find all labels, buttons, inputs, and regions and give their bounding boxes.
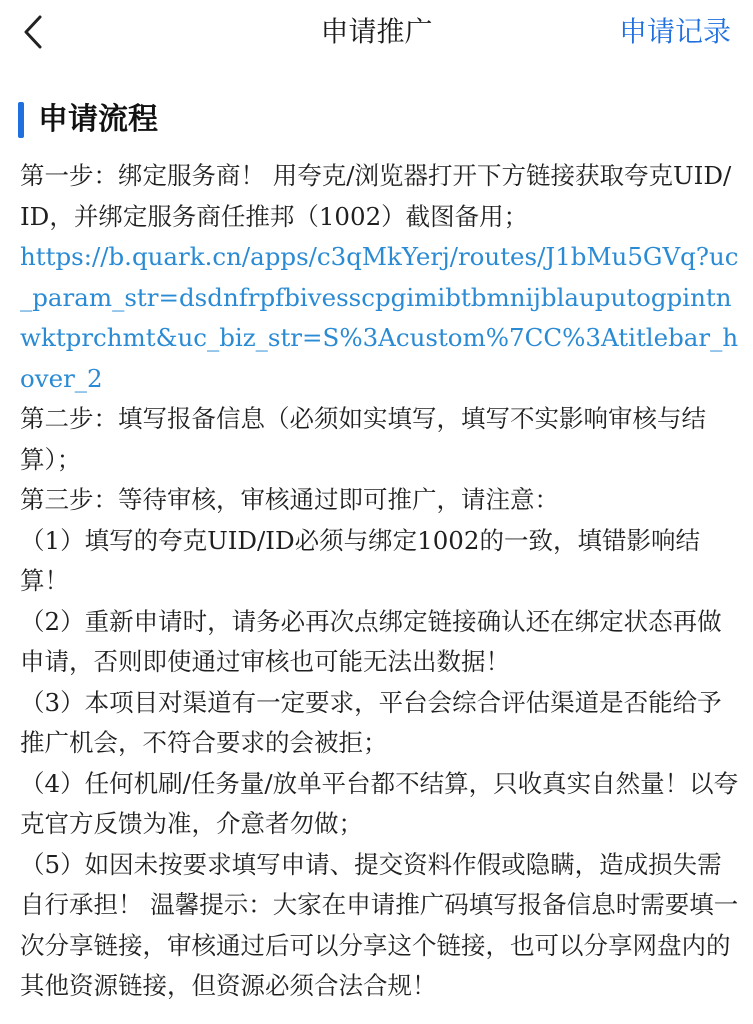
application-records-link[interactable]: 申请记录	[618, 15, 731, 48]
note-4: （4）任何机刷/任务量/放单平台都不结算，只收真实自然量！以夸克官方反馈为准，介意者勿做；	[20, 768, 739, 838]
back-button[interactable]	[22, 10, 72, 54]
note-5: （5）如因未按要求填写申请、提交资料作假或隐瞒，造成损失需自行承担！ 温馨提示：大家在申请推广码填写报备信息时需要填一次分享链接，审核通过后可以分享这个链接，也可以分享网盘内的其他资源链接，但资源必须合法合规！	[20, 849, 739, 1000]
chevron-left-icon	[22, 14, 44, 50]
note-1: （1）填写的夸克UID/ID必须与绑定1002的一致，填错影响结算！	[20, 525, 700, 595]
section-header	[18, 98, 158, 142]
process-content	[20, 156, 740, 1007]
note-2: （2）重新申请时，请务必再次点绑定链接确认还在绑定状态再做申请，否则即使通过审核也可能无法出数据！	[20, 606, 722, 676]
nav-bar	[0, 0, 753, 70]
step-two-text: 第二步：填写报备信息（必须如实填写，填写不实影响审核与结算）；	[20, 404, 706, 474]
section-accent-bar	[18, 102, 24, 138]
step-three-text: 第三步：等待审核，审核通过即可推广，请注意：	[20, 485, 559, 514]
page-title: 申请推广	[320, 15, 433, 48]
section-title: 申请流程	[38, 102, 158, 137]
binding-link[interactable]: https://b.quark.cn/apps/c3qMkYerj/routes/J1bMu5GVq?uc_param_str=dsdnfrpfbivesscpgimibtbmnijblauputogpintnwktprchmt&uc_biz_str=S%3Acustom%7CC%3Atitlebar_hover_2	[20, 242, 739, 393]
note-3: （3）本项目对渠道有一定要求，平台会综合评估渠道是否能给予推广机会，不符合要求的会被拒；	[20, 687, 722, 757]
step-one-text: 第一步：绑定服务商！ 用夸克/浏览器打开下方链接获取夸克UID/ID，并绑定服务商任推邦（1002）截图备用；	[20, 161, 732, 231]
